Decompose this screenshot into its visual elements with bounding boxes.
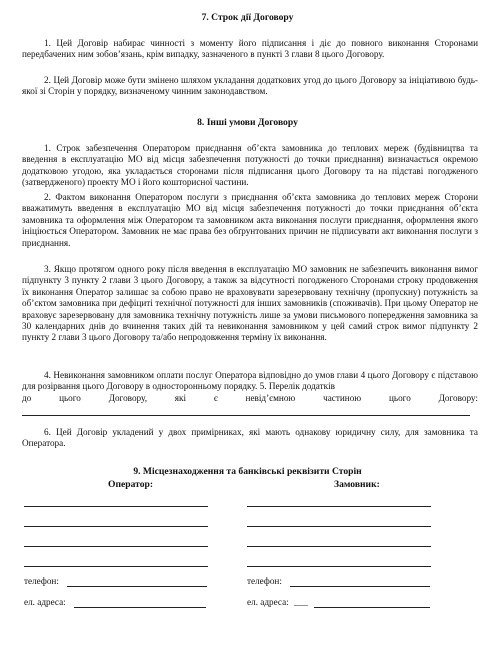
section-8-paragraph-3: 3. Якщо протягом одного року після введення в експлуатацію МО замовник не забезпечить виконання вимог підпункту 3 пункту 2 глави 3 цього Договору, а також за відсутності погодженого Сторонами строку продовження їх виконання Оператор залишає за собою право не враховувати зарезервовану технічну (пропускну) потужність за об’єктом замовника при дефіциті технічної потужності для інших замовників (споживачів). При цьому Оператор не враховує зарезервовану для замовника технічну потужність лише за умови письмового попередження замовника за 30 календарних днів до вчинення таких дій та невиконання замовником у цей самий строк вимог підпункту 2 пункту 2 глави 3 цього Договору та/або непродовження терміну їх виконання.	[22, 264, 478, 343]
annex-word: до	[22, 393, 32, 403]
operator-phone-line	[67, 586, 207, 587]
section-8-title: 8. Інші умови Договору	[197, 117, 298, 128]
operator-phone-label: телефон:	[24, 576, 59, 586]
annex-word: частиною	[323, 393, 362, 403]
annex-word: є	[213, 393, 218, 403]
section-8-paragraph-4: 4. Невиконання замовником оплати послуг Оператора відповідно до умов глави 4 цього Договору є підставою для розірвання цього Договору в односторонньому порядку. 5. Перелік додатків	[22, 370, 478, 392]
operator-details-line	[24, 526, 208, 527]
annex-word: Договору,	[108, 393, 147, 403]
customer-details-line	[247, 546, 431, 547]
customer-phone-line	[290, 586, 430, 587]
annex-word: цього	[388, 393, 411, 403]
operator-details-line	[24, 566, 208, 567]
customer-phone-label: телефон:	[247, 576, 282, 586]
customer-email-gap: ___	[294, 597, 308, 607]
customer-details-line	[247, 506, 431, 507]
annex-list-line	[22, 393, 478, 404]
operator-email-label: ел. адреса:	[24, 597, 66, 607]
section-8-paragraph-1: 1. Строк забезпечення Оператором приєднання об’єкта замовника до теплових мереж (будівництва та введення в експлуатацію МО від місця забезпечення потужності до точки приєднання) визначається окремою додатковою угодою, яка укладається сторонами після підписання цього Договору та на підставі погодженого (затвердженого) проекту МО і його кошторисної частини.	[22, 143, 478, 188]
section-7-title: 7. Строк дії Договору	[201, 12, 294, 23]
annex-blank-line	[22, 415, 470, 416]
operator-details-line	[24, 506, 208, 507]
operator-email-line	[74, 607, 206, 608]
operator-details-line	[24, 546, 208, 547]
annex-word: невід’ємною	[245, 393, 296, 403]
customer-email-line	[314, 607, 430, 608]
annex-word: які	[174, 393, 187, 403]
section-8-paragraph-6: 6. Цей Договір укладений у двох примірниках, які мають однакову юридичну силу, для замовника та Оператора.	[22, 427, 478, 449]
customer-details-line	[247, 526, 431, 527]
customer-email-label: ел. адреса:	[247, 597, 289, 607]
section-9-title: 9. Місцезнаходження та банківські реквізити Сторін	[133, 466, 362, 477]
annex-word: цього	[59, 393, 81, 403]
customer-details-line	[247, 566, 431, 567]
customer-label: Замовник:	[334, 479, 380, 490]
operator-label: Оператор:	[108, 479, 154, 490]
section-7-paragraph-1: 1. Цей Договір набирає чинності з моменту його підписання і діє до повного виконання Сторонами передбачених ним зобов’язань, крім випадку, зазначеного в пункті 3 глави 8 цього Договору.	[22, 38, 478, 60]
section-8-paragraph-2: 2. Фактом виконання Оператором послуги з приєднання об’єкта замовника до теплових мереж Сторони вважатимуть введення в експлуатацію МО від місця забезпечення потужності до точки приєднання об’єкта замовника та оформлення між Оператором та замовником акта виконання послуги приєднання, оформлення якого ініціюється Оператором. Замовник не має права без обґрунтованих причин не підписувати акт виконання послуги з приєднання.	[22, 192, 478, 248]
section-7-paragraph-2: 2. Цей Договір може бути змінено шляхом укладання додаткових угод до цього Договору за ініціативою будь-якої зі Сторін у порядку, визначеному чинним законодавством.	[22, 75, 478, 97]
annex-word: Договору:	[438, 393, 478, 403]
